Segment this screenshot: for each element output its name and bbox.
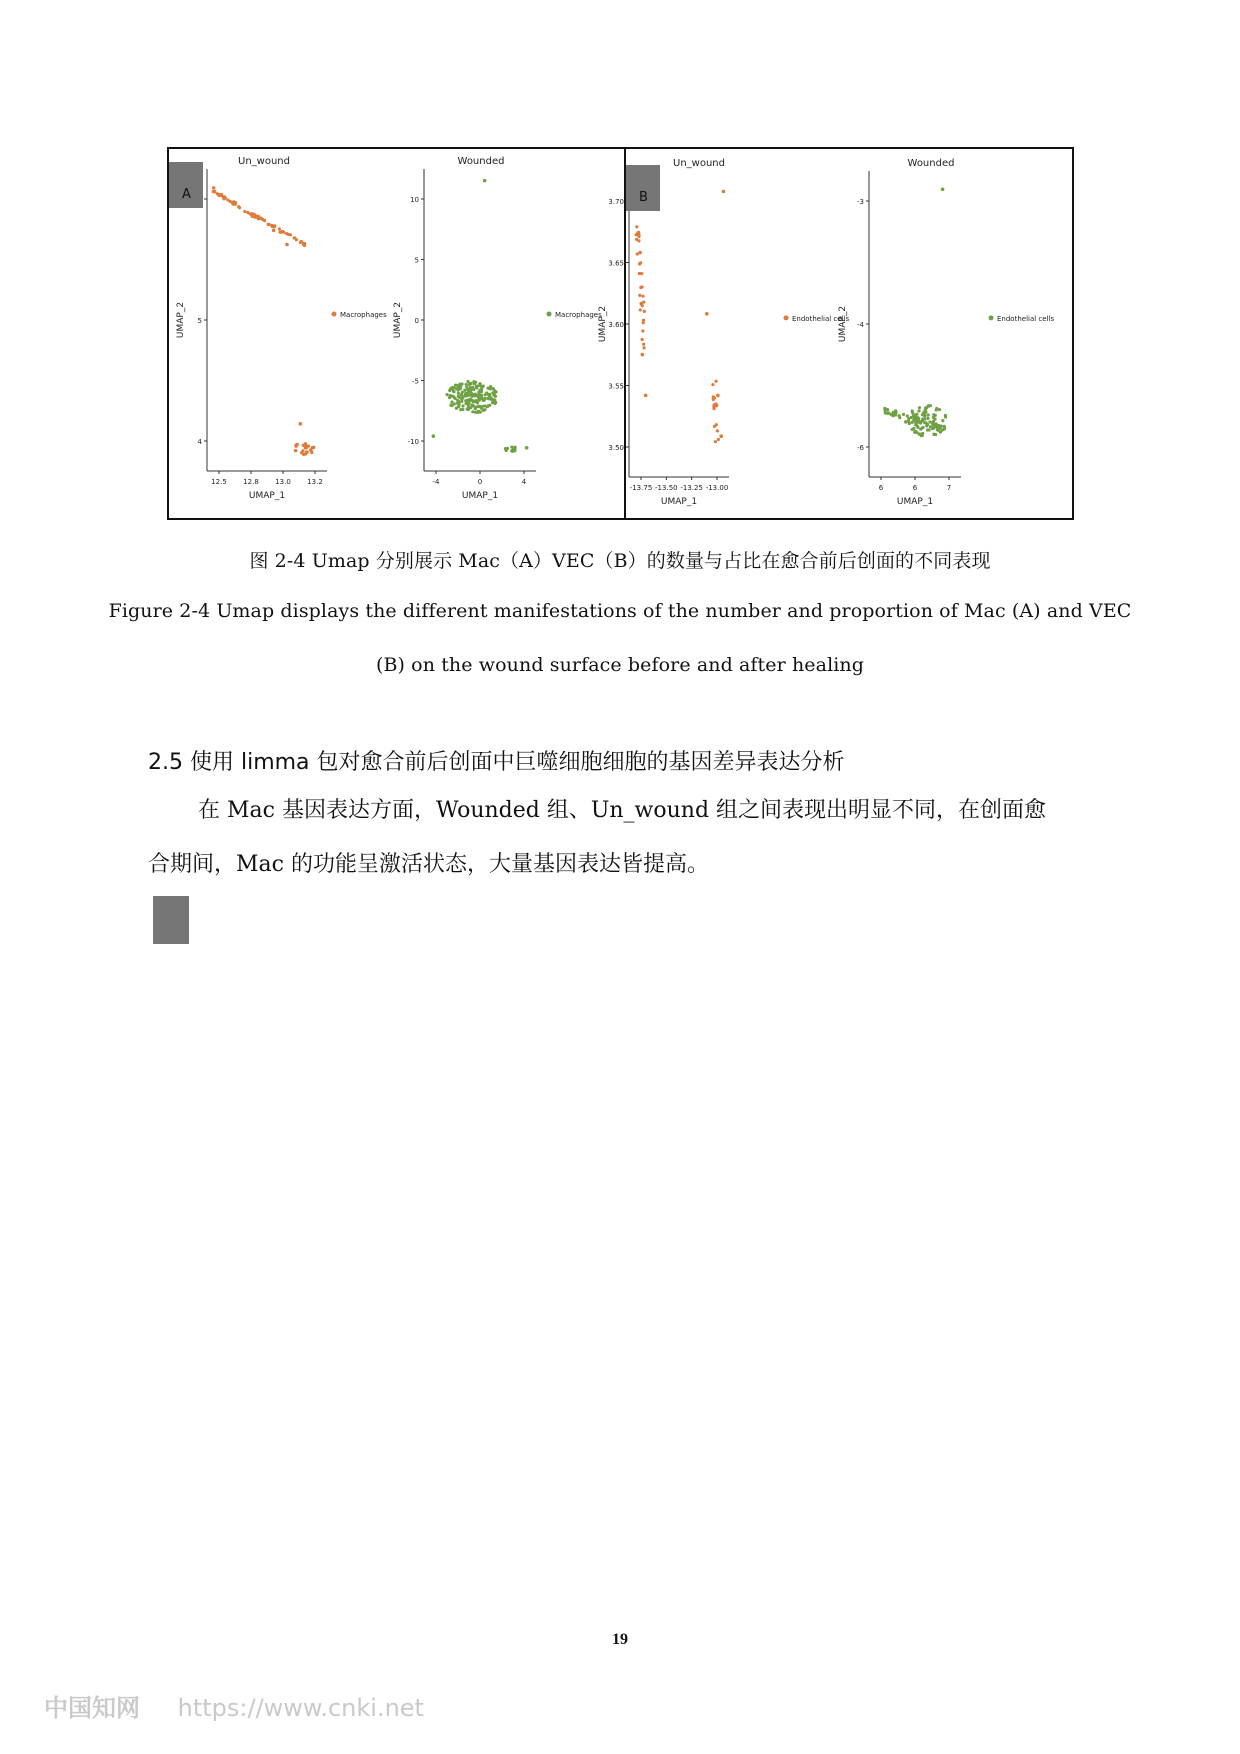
data-point bbox=[475, 385, 478, 388]
data-point bbox=[272, 229, 276, 233]
x-tick-label: -13.75 bbox=[629, 484, 653, 492]
data-point bbox=[458, 382, 461, 385]
data-point bbox=[642, 343, 645, 346]
umap-figure-svg bbox=[169, 149, 1072, 518]
data-point bbox=[474, 380, 477, 383]
plot-title: Un_wound bbox=[673, 158, 725, 169]
data-point bbox=[638, 294, 641, 297]
data-point bbox=[722, 190, 726, 194]
data-point bbox=[212, 186, 216, 190]
data-point bbox=[213, 190, 216, 193]
caption-zh: 图 2-4 Umap 分别展示 Mac（A）VEC（B）的数量与占比在愈合前后创面的不同表现 bbox=[249, 550, 991, 572]
data-point bbox=[486, 404, 489, 407]
data-point bbox=[476, 401, 479, 404]
data-point bbox=[460, 393, 463, 396]
y-tick-label: 0 bbox=[414, 317, 419, 325]
data-point bbox=[511, 450, 514, 453]
data-point bbox=[465, 385, 468, 388]
data-point bbox=[457, 400, 460, 403]
data-point bbox=[889, 413, 892, 416]
data-point bbox=[470, 391, 473, 394]
data-point bbox=[483, 179, 487, 183]
data-point bbox=[305, 451, 308, 454]
data-point bbox=[938, 408, 941, 411]
data-point bbox=[921, 426, 924, 429]
data-point bbox=[449, 403, 452, 406]
data-point bbox=[216, 192, 219, 195]
panel-tag-label: A bbox=[182, 187, 191, 202]
data-point bbox=[446, 393, 449, 396]
data-point bbox=[912, 427, 915, 430]
y-tick-label: 4 bbox=[197, 438, 202, 446]
data-point bbox=[491, 387, 494, 390]
data-point bbox=[925, 421, 928, 424]
page-number: 19 bbox=[612, 1631, 628, 1648]
data-point bbox=[637, 239, 640, 242]
data-point bbox=[493, 398, 496, 401]
plot-title: Wounded bbox=[907, 158, 955, 169]
data-point bbox=[911, 421, 914, 424]
data-point bbox=[925, 424, 928, 427]
data-point bbox=[268, 223, 271, 226]
data-point bbox=[432, 434, 436, 438]
y-tick-label: -10 bbox=[407, 438, 419, 446]
data-point bbox=[479, 405, 482, 408]
data-point bbox=[938, 424, 941, 427]
legend-key bbox=[784, 315, 789, 320]
data-point bbox=[933, 423, 936, 426]
data-point bbox=[484, 393, 487, 396]
data-point bbox=[483, 404, 486, 407]
legend-key bbox=[989, 315, 994, 320]
data-point bbox=[474, 407, 477, 410]
data-point bbox=[471, 386, 474, 389]
data-point bbox=[470, 395, 473, 398]
legend-label: Macrophages bbox=[340, 310, 387, 319]
data-point bbox=[713, 425, 716, 428]
data-point bbox=[711, 383, 714, 386]
data-point bbox=[464, 394, 467, 397]
data-point bbox=[716, 394, 720, 398]
data-point bbox=[300, 240, 303, 243]
data-point bbox=[926, 417, 929, 420]
data-point bbox=[472, 400, 475, 403]
data-point bbox=[705, 312, 709, 316]
data-point bbox=[303, 442, 306, 445]
data-point bbox=[259, 216, 262, 219]
data-point bbox=[309, 449, 312, 452]
data-point bbox=[468, 383, 471, 386]
x-tick-label: 13.0 bbox=[275, 478, 291, 486]
data-point bbox=[458, 386, 461, 389]
caption-en-line1: Figure 2-4 Umap displays the different manifestations of the number and proportion of Mac (A) and VEC bbox=[108, 600, 1132, 622]
data-point bbox=[918, 406, 921, 409]
data-point bbox=[914, 423, 917, 426]
data-point bbox=[933, 433, 936, 436]
x-tick-label: 12.8 bbox=[243, 478, 259, 486]
data-point bbox=[944, 415, 947, 418]
data-point bbox=[466, 407, 469, 410]
data-point bbox=[263, 219, 266, 222]
data-point bbox=[281, 230, 284, 233]
data-point bbox=[483, 408, 486, 411]
x-tick-label: -13.00 bbox=[705, 484, 729, 492]
data-point bbox=[482, 384, 485, 387]
data-point bbox=[916, 421, 919, 424]
data-point bbox=[251, 215, 254, 218]
plot-title: Wounded bbox=[457, 156, 505, 167]
data-point bbox=[483, 397, 486, 400]
data-point bbox=[459, 408, 462, 411]
data-point bbox=[452, 390, 455, 393]
data-point bbox=[641, 295, 644, 298]
legend-label: Endothelial cells bbox=[792, 314, 850, 323]
data-point bbox=[455, 407, 458, 410]
data-point bbox=[637, 235, 640, 238]
y-axis-label: UMAP_2 bbox=[838, 305, 848, 343]
data-point bbox=[457, 395, 460, 398]
data-point bbox=[488, 393, 491, 396]
data-point bbox=[908, 422, 911, 425]
data-point bbox=[514, 446, 517, 449]
data-point bbox=[943, 425, 946, 428]
legend-key bbox=[547, 311, 552, 316]
data-point bbox=[454, 397, 457, 400]
data-point bbox=[295, 238, 298, 241]
footer-url: https://www.cnki.net bbox=[177, 1694, 424, 1722]
data-point bbox=[232, 203, 235, 206]
data-point bbox=[717, 438, 720, 441]
y-tick-label: -4 bbox=[857, 321, 864, 329]
data-point bbox=[929, 404, 932, 407]
data-point bbox=[714, 440, 717, 443]
figure-2-4 bbox=[167, 147, 1074, 520]
data-point bbox=[912, 414, 915, 417]
data-point bbox=[642, 300, 645, 303]
data-point bbox=[467, 402, 470, 405]
data-point bbox=[477, 410, 480, 413]
redaction-block bbox=[153, 896, 189, 944]
y-tick-label: 3.55 bbox=[608, 382, 624, 391]
data-point bbox=[642, 319, 645, 322]
y-tick-label: 5 bbox=[414, 256, 419, 265]
x-axis-label: UMAP_1 bbox=[660, 497, 698, 507]
data-point bbox=[295, 444, 298, 447]
data-point bbox=[644, 394, 648, 398]
data-point bbox=[639, 308, 642, 311]
data-point bbox=[636, 252, 639, 255]
data-point bbox=[641, 304, 644, 307]
y-tick-label: 5 bbox=[197, 317, 202, 325]
x-tick-label: -13.25 bbox=[680, 484, 703, 492]
data-point bbox=[914, 430, 917, 433]
data-point bbox=[941, 188, 945, 192]
data-point bbox=[638, 262, 641, 265]
data-point bbox=[278, 227, 281, 230]
paragraph-line-2: 合期间，Mac 的功能呈激活状态，大量基因表达皆提高。 bbox=[148, 852, 709, 877]
data-point bbox=[504, 447, 507, 450]
x-axis-label: UMAP_1 bbox=[896, 497, 934, 507]
data-point bbox=[941, 419, 944, 422]
x-tick-label: 4 bbox=[521, 478, 527, 486]
data-point bbox=[457, 392, 460, 395]
data-point bbox=[913, 417, 916, 420]
panel-tag-b bbox=[626, 165, 660, 211]
data-point bbox=[525, 446, 529, 450]
data-point bbox=[916, 426, 919, 429]
data-point bbox=[635, 225, 638, 228]
legend-key bbox=[332, 311, 337, 316]
x-tick-label: 13.2 bbox=[307, 478, 323, 486]
data-point bbox=[453, 402, 456, 405]
data-point bbox=[253, 214, 256, 217]
data-point bbox=[491, 401, 494, 404]
y-tick-label: -6 bbox=[857, 444, 864, 452]
data-point bbox=[719, 434, 723, 438]
y-tick-label: 10 bbox=[410, 196, 419, 204]
data-point bbox=[641, 353, 645, 357]
x-tick-label: -4 bbox=[432, 478, 440, 486]
footer-brand: 中国知网 bbox=[44, 1694, 140, 1722]
caption-en-line2: (B) on the wound surface before and after healing bbox=[375, 654, 865, 676]
x-tick-label: 0 bbox=[477, 478, 483, 486]
data-point bbox=[915, 413, 918, 416]
data-point bbox=[273, 225, 276, 228]
data-point bbox=[285, 243, 289, 247]
data-point bbox=[932, 416, 935, 419]
y-axis-label: UMAP_2 bbox=[598, 305, 608, 343]
x-axis-label: UMAP_1 bbox=[461, 491, 499, 501]
plot-title: Un_wound bbox=[238, 156, 290, 167]
data-point bbox=[478, 388, 481, 391]
data-point bbox=[285, 232, 288, 235]
data-point bbox=[935, 407, 938, 410]
data-point bbox=[486, 387, 489, 390]
data-point bbox=[906, 414, 909, 417]
data-point bbox=[461, 397, 464, 400]
data-point bbox=[480, 394, 483, 397]
data-point bbox=[302, 453, 305, 456]
data-point bbox=[226, 198, 229, 201]
data-point bbox=[713, 396, 716, 399]
y-tick-label: -3 bbox=[857, 198, 864, 206]
data-point bbox=[924, 411, 927, 414]
data-point bbox=[289, 233, 292, 236]
y-tick-label: 3.70 bbox=[608, 198, 624, 206]
data-point bbox=[466, 380, 469, 383]
data-point bbox=[924, 407, 927, 410]
data-point bbox=[454, 387, 457, 390]
data-point bbox=[224, 196, 227, 199]
data-point bbox=[712, 403, 715, 406]
data-point bbox=[451, 394, 454, 397]
data-point bbox=[911, 409, 914, 412]
x-tick-label: 6 bbox=[878, 484, 884, 492]
data-point bbox=[712, 407, 715, 410]
data-point bbox=[474, 392, 477, 395]
data-point bbox=[898, 416, 901, 419]
data-point bbox=[884, 411, 887, 414]
data-point bbox=[641, 329, 644, 332]
panel-tag-label: B bbox=[639, 190, 648, 205]
data-point bbox=[307, 444, 310, 447]
data-point bbox=[715, 380, 718, 383]
x-axis-label: UMAP_1 bbox=[248, 491, 286, 501]
data-point bbox=[461, 404, 464, 407]
data-point bbox=[927, 413, 930, 416]
x-tick-label: 12.5 bbox=[211, 478, 227, 486]
data-point bbox=[640, 272, 643, 275]
legend-label: Endothelial cells bbox=[997, 314, 1055, 323]
data-point bbox=[448, 389, 451, 392]
data-point bbox=[238, 206, 241, 209]
y-tick-label: 3.65 bbox=[608, 259, 624, 268]
data-point bbox=[299, 422, 303, 426]
x-tick-label: 7 bbox=[946, 484, 952, 492]
data-point bbox=[716, 429, 719, 432]
data-point bbox=[303, 242, 306, 245]
section-heading: 2.5 使用 limma 包对愈合前后创面中巨噬细胞细胞的基因差异表达分析 bbox=[148, 750, 845, 775]
data-point bbox=[643, 310, 646, 313]
data-point bbox=[510, 445, 513, 448]
data-point bbox=[917, 409, 920, 412]
x-tick-label: -13.50 bbox=[655, 484, 678, 492]
data-point bbox=[894, 413, 897, 416]
data-point bbox=[243, 210, 246, 213]
data-point bbox=[907, 417, 910, 420]
y-axis-label: UMAP_2 bbox=[176, 301, 186, 339]
y-tick-label: 3.50 bbox=[608, 444, 624, 452]
data-point bbox=[246, 211, 249, 214]
data-point bbox=[640, 338, 643, 341]
data-point bbox=[294, 449, 297, 452]
data-point bbox=[902, 413, 905, 416]
panel-tag-a bbox=[169, 162, 203, 208]
data-point bbox=[932, 413, 935, 416]
data-point bbox=[921, 434, 924, 437]
data-point bbox=[638, 251, 642, 255]
footer-watermark bbox=[44, 1688, 424, 1723]
data-point bbox=[471, 410, 474, 413]
data-point bbox=[478, 399, 481, 402]
y-tick-label: -5 bbox=[412, 377, 419, 386]
y-tick-label: 3.60 bbox=[608, 321, 624, 329]
paragraph-line-1: 在 Mac 基因表达方面，Wounded 组、Un_wound 组之间表现出明显不同，在创面愈 bbox=[198, 798, 1047, 823]
data-point bbox=[642, 346, 645, 349]
data-point bbox=[464, 399, 467, 402]
legend-label: Macrophages bbox=[555, 310, 602, 319]
x-tick-label: 6 bbox=[912, 484, 918, 492]
data-point bbox=[639, 286, 642, 289]
y-axis-label: UMAP_2 bbox=[393, 301, 403, 339]
data-point bbox=[926, 428, 929, 431]
data-point bbox=[494, 395, 497, 398]
data-point bbox=[931, 427, 934, 430]
